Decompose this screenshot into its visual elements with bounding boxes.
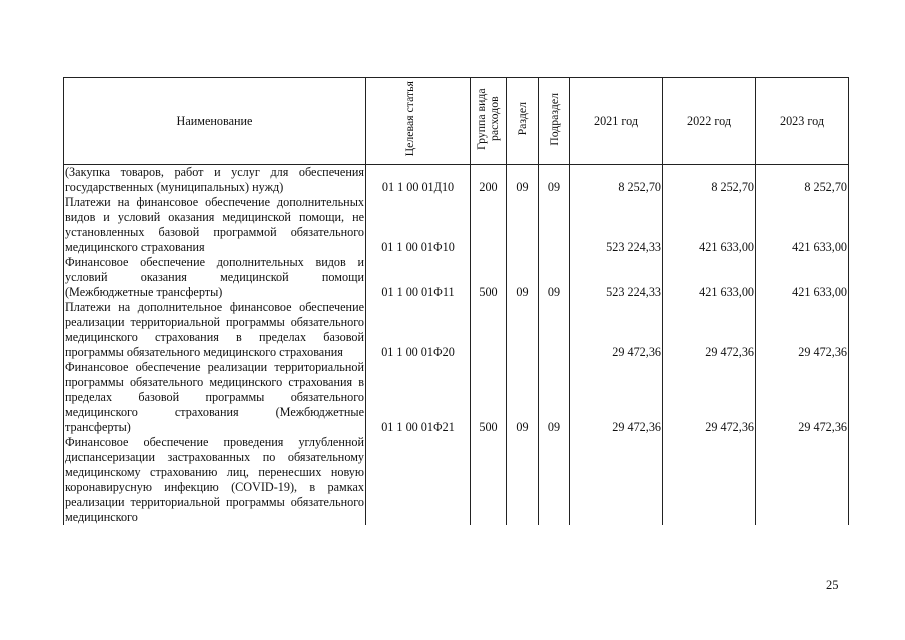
row-name: (Закупка товаров, работ и услуг для обеспечения государственных (муниципальных) нужд) <box>65 165 364 194</box>
row-group: 500 <box>471 360 507 435</box>
row-2022: 8 252,70 <box>663 165 756 196</box>
row-subsection: 09 <box>539 255 570 300</box>
row-2022: 421 633,00 <box>663 255 756 300</box>
row-2022: 29 472,36 <box>663 360 756 435</box>
row-2021: 523 224,33 <box>570 195 663 255</box>
header-2023: 2023 год <box>756 78 849 165</box>
row-name: Платежи на финансовое обеспечение дополнительных видов и условий оказания медицинской помощи, не установленных базовой программой обязательного медицинского страхования <box>65 195 364 254</box>
header-2021: 2021 год <box>570 78 663 165</box>
row-2022 <box>663 435 756 525</box>
table-row <box>64 300 849 360</box>
row-2021: 29 472,36 <box>570 300 663 360</box>
header-target: Целевая статья <box>366 78 471 165</box>
row-name: Платежи на дополнительное финансовое обеспечение реализации территориальной программы обязательного медицинского страхования в пределах базовой программы обязательного медицинского страхования <box>65 300 364 359</box>
row-code: 01 1 00 01Ф21 <box>366 360 471 435</box>
row-section: 09 <box>507 255 539 300</box>
row-section: 09 <box>507 165 539 196</box>
row-subsection: 09 <box>539 165 570 196</box>
row-code: 01 1 00 01Д10 <box>366 165 471 196</box>
row-code: 01 1 00 01Ф11 <box>366 255 471 300</box>
row-code: 01 1 00 01Ф10 <box>366 195 471 255</box>
row-code: 01 1 00 01Ф20 <box>366 300 471 360</box>
budget-table <box>63 77 849 525</box>
row-group: 200 <box>471 165 507 196</box>
row-name: Финансовое обеспечение дополнительных видов и условий оказания медицинской помощи (Межбюджетные трансферты) <box>65 255 364 299</box>
row-subsection <box>539 195 570 255</box>
row-subsection: 09 <box>539 360 570 435</box>
row-section <box>507 195 539 255</box>
row-2023: 29 472,36 <box>756 360 849 435</box>
row-name: Финансовое обеспечение проведения углубленной диспансеризации застрахованных по обязательному медицинскому страхованию лиц, перенесших новую коронавирусную инфекцию (COVID-19), в рамках реализации территориальной программы обязательного медицинского <box>65 435 364 524</box>
row-2023: 421 633,00 <box>756 255 849 300</box>
row-2021 <box>570 435 663 525</box>
row-group <box>471 300 507 360</box>
row-2023: 29 472,36 <box>756 300 849 360</box>
row-name: Финансовое обеспечение реализации территориальной программы обязательного медицинского страхования в пределах базовой программы обязательного медицинского страхования (Межбюджетные трансферты) <box>65 360 364 434</box>
table-row <box>64 165 849 196</box>
page-number: 25 <box>826 578 839 592</box>
row-2021: 523 224,33 <box>570 255 663 300</box>
row-2023 <box>756 435 849 525</box>
row-section: 09 <box>507 360 539 435</box>
row-2023: 8 252,70 <box>756 165 849 196</box>
table-header <box>64 78 849 165</box>
row-code <box>366 435 471 525</box>
row-group <box>471 195 507 255</box>
header-name: Наименование <box>64 78 366 165</box>
table-row <box>64 360 849 435</box>
row-subsection <box>539 435 570 525</box>
row-group: 500 <box>471 255 507 300</box>
table-row <box>64 255 849 300</box>
row-section <box>507 435 539 525</box>
table-row <box>64 435 849 525</box>
row-subsection <box>539 300 570 360</box>
header-2022: 2022 год <box>663 78 756 165</box>
row-2022: 29 472,36 <box>663 300 756 360</box>
row-2022: 421 633,00 <box>663 195 756 255</box>
table-row <box>64 195 849 255</box>
header-subsection: Подраздел <box>539 78 570 165</box>
row-2021: 8 252,70 <box>570 165 663 196</box>
header-group: Группа вида расходов <box>471 78 507 165</box>
header-section: Раздел <box>507 78 539 165</box>
row-2023: 421 633,00 <box>756 195 849 255</box>
table-body <box>64 165 849 526</box>
row-2021: 29 472,36 <box>570 360 663 435</box>
row-group <box>471 435 507 525</box>
row-section <box>507 300 539 360</box>
